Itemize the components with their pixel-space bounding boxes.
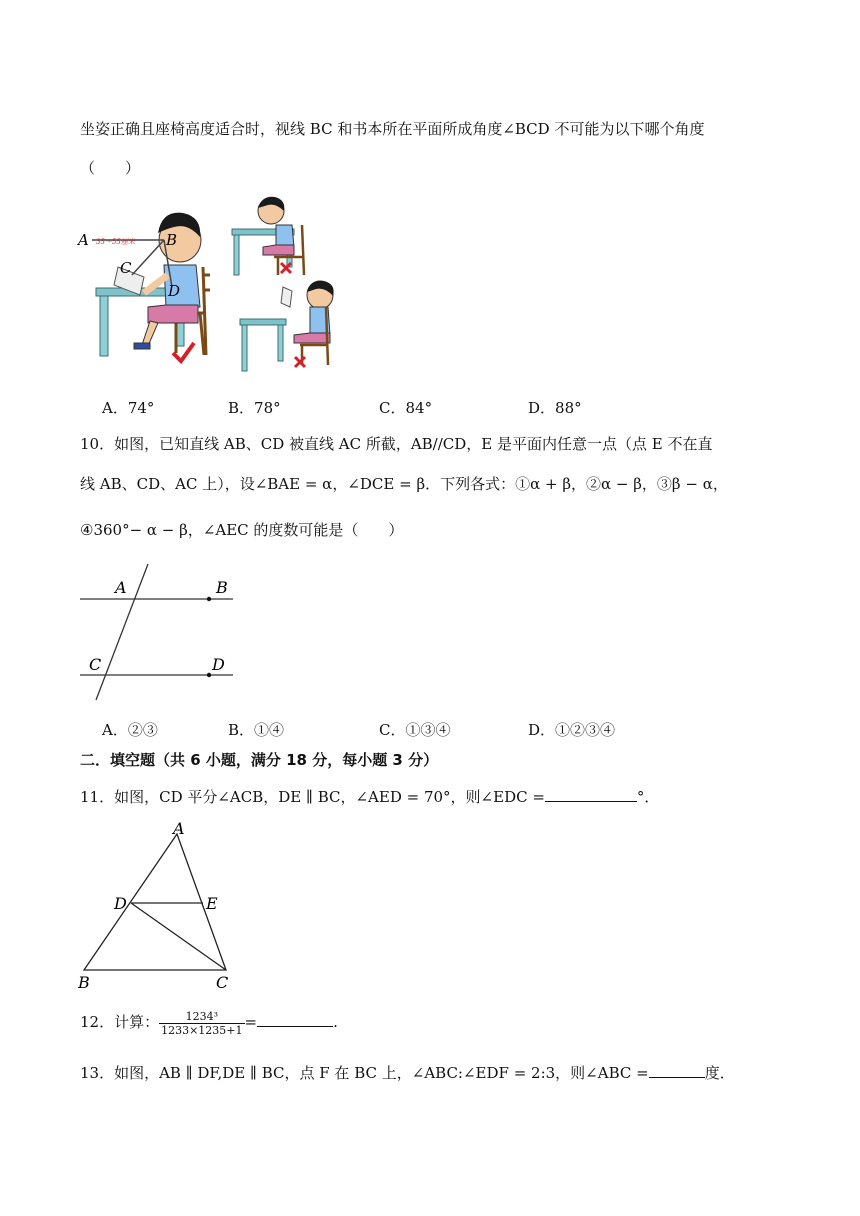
section2-title: 二．填空题（共 6 小题，满分 18 分，每小题 3 分） [80,751,439,769]
q12-end: . [333,1013,338,1031]
triangle-figure [76,819,246,992]
q10-option-d[interactable]: D．①②③④ [528,721,616,739]
q10-option-b[interactable]: B．①④ [228,721,285,739]
q9-line1: 坐姿正确且座椅高度适合时，视线 BC 和书本所在平面所成角度∠BCD 不可能为以下哪个角度 [80,120,705,138]
q13-text-after: 度． [704,1064,735,1082]
q12-answer-blank[interactable] [257,1011,333,1027]
figure11-label-e: E [206,894,218,913]
figure11-label-d: D [114,894,127,913]
triangle-abc [84,834,226,970]
figure10-label-b: B [216,578,228,597]
q10-line3: ④360°− α − β，∠AEC 的度数可能是（ ） [80,521,404,539]
figure10-label-c: C [89,655,102,674]
point-d [207,673,211,677]
q12-line [80,1008,338,1037]
q11-line [80,786,659,807]
point-b [207,597,211,601]
q12-equals: = [244,1013,258,1031]
q11-answer-blank[interactable] [545,786,637,802]
q10-option-a[interactable]: A．②③ [102,721,158,739]
q10-option-c[interactable]: C．①③④ [379,721,451,739]
q12-denominator: 1233×1235+1 [161,1023,243,1037]
wrong-posture-1 [232,197,304,275]
q9-option-c[interactable]: C．84° [379,399,433,417]
figure11-label-a: A [173,819,185,838]
q9-option-d[interactable]: D．88° [528,399,582,417]
q11-text-after: °． [636,788,660,806]
figure9-label-b: B [166,231,178,249]
q9-option-b[interactable]: B．78° [228,399,281,417]
figure11-label-b: B [78,973,90,992]
wrong-posture-2 [240,281,334,371]
figure9-label-a: A [78,231,89,249]
figure11-label-c: C [216,973,229,992]
q9-line2: （ ） [80,159,141,177]
q12-fraction [159,1010,244,1037]
q13-line [80,1062,735,1083]
segment-dc [131,903,226,970]
figure10-label-d: D [212,655,225,674]
figure9-label-c: C [120,259,132,277]
q10-line1: 10．如图，已知直线 AB、CD 被直线 AC 所截，AB//CD，E 是平面内任意一点（点 E 不在直 [80,435,713,453]
sight-line-bc [132,240,164,275]
q13-answer-blank[interactable] [649,1062,705,1078]
q10-line2: 线 AB、CD、AC 上），设∠BAE = α，∠DCE = β．下列各式：①α + β，②α − β，③β − α， [80,475,728,493]
q12-prefix: 12．计算： [80,1013,160,1031]
posture-figure [78,195,348,375]
q11-text: 11．如图，CD 平分∠ACB，DE ∥ BC，∠AED = 70°，则∠EDC = [80,788,545,806]
figure10-label-a: A [115,578,127,597]
q9-option-a[interactable]: A．74° [102,399,155,417]
cross-icon-1 [281,263,291,273]
figure9-label-d: D [168,282,181,300]
cross-icon-2 [295,357,305,367]
q13-text: 13．如图，AB ∥ DF,DE ∥ BC，点 F 在 BC 上，∠ABC:∠EDF = 2:3，则∠ABC = [80,1064,649,1082]
q12-numerator: 1234³ [159,1010,244,1024]
distance-label: 35～55厘米 [96,238,135,246]
parallel-lines-figure [78,562,238,704]
